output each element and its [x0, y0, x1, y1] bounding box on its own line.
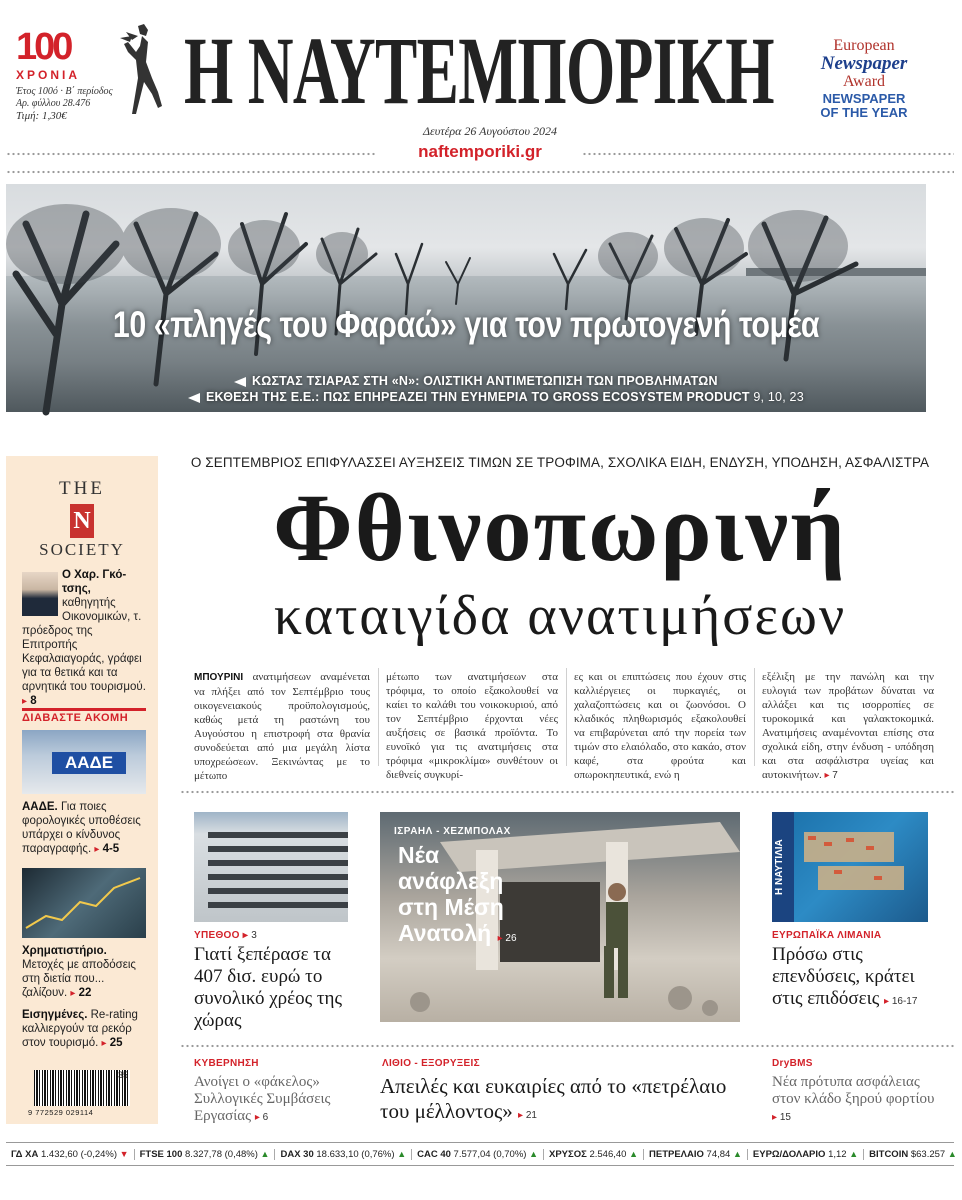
- item-text: Re-rating καλλιεργούν τα ρεκόρ στον τουρισμό.: [22, 1009, 138, 1049]
- sidebar-item[interactable]: [22, 800, 146, 857]
- ticker-name: BITCOIN: [869, 1148, 909, 1160]
- story-tag: DryBMS: [772, 1058, 813, 1069]
- page-ref: [884, 996, 917, 1007]
- award-line: Award: [842, 73, 886, 90]
- award-line: European: [833, 37, 895, 54]
- hero-bullet-text: ΕΚΘΕΣΗ ΤΗΣ Ε.Ε.: ΠΩΣ ΕΠΗΡΕΑΖΕΙ ΤΗΝ ΕΥΗΜΕΡΙΑ ΤΟ GROSS ECOSYSTEM PRODUCT: [206, 390, 750, 404]
- ticker-name: ΕΥΡΩ/ΔΟΛΑΡΙΟ: [752, 1148, 826, 1160]
- page-ref: 3: [251, 930, 258, 941]
- sidebar: [6, 456, 158, 1124]
- ticker-value: 7.577,04 (0,70%): [453, 1148, 527, 1160]
- page-ref: 4-5: [102, 843, 120, 855]
- up-arrow-icon: ▲: [947, 1148, 957, 1159]
- page-number: 6: [262, 1112, 269, 1123]
- ticker-item[interactable]: [644, 1149, 748, 1160]
- ticker-name: ΧΡΥΣΟΣ: [549, 1148, 587, 1160]
- ticker-item[interactable]: [135, 1149, 276, 1160]
- ticker-name: CAC 40: [417, 1148, 451, 1160]
- anniversary-number: 100: [16, 26, 71, 68]
- aade-building-image: [22, 730, 146, 794]
- story-tag: ΚΥΒΕΡΝΗΣΗ: [194, 1058, 259, 1069]
- ticker-name: ΠΕΤΡΕΛΑΙΟ: [649, 1148, 704, 1160]
- page-ref: [498, 933, 517, 944]
- divider: [6, 152, 376, 156]
- anniversary-logo: [16, 28, 86, 82]
- edition-info: [16, 86, 113, 122]
- society-teaser[interactable]: [22, 568, 146, 709]
- middle-east-photo[interactable]: [380, 812, 740, 1022]
- lead-headline[interactable]: Φθινοπωρινή: [273, 474, 847, 581]
- newspaper-title: Η ΝΑΥΤΕΜΠΟΡΙΚΗ: [184, 17, 774, 124]
- read-more-heading: ΔΙΑΒΑΣΤΕ ΑΚΟΜΗ: [22, 712, 129, 724]
- story-tag: ΙΣΡΑΗΛ - ΧΕΖΜΠΟΛΑΧ: [394, 826, 511, 837]
- up-arrow-icon: ▲: [529, 1148, 538, 1159]
- issue-number: Αρ. φύλλου 28.476: [16, 98, 91, 109]
- story-title-text: Απειλές και ευκαιρίες από το «πετρέλαιο του μέλλοντος»: [380, 1074, 727, 1123]
- arrow-icon: ▸: [94, 844, 100, 855]
- hero-bullet[interactable]: [188, 390, 804, 404]
- story-title[interactable]: [772, 944, 932, 1013]
- down-arrow-icon: ▼: [119, 1148, 129, 1159]
- ticker-item[interactable]: [412, 1149, 544, 1160]
- ticker-value: $63.257: [910, 1148, 946, 1160]
- society-logo: [20, 478, 144, 560]
- up-arrow-icon: ▲: [629, 1148, 638, 1159]
- page-ref: [772, 1112, 791, 1123]
- barcode: [34, 1070, 130, 1106]
- page-ref: 9, 10, 23: [753, 390, 804, 404]
- anniversary-word: ΧΡΟΝΙΑ: [16, 68, 81, 82]
- divider: [180, 790, 954, 794]
- market-ticker: [6, 1142, 957, 1166]
- ticker-item[interactable]: [275, 1149, 412, 1160]
- ticker-item[interactable]: [748, 1149, 864, 1160]
- lead-kicker[interactable]: Ο ΣΕΠΤΕΜΒΡΙΟΣ ΕΠΙΦΥΛΑΣΣΕΙ ΑΥΞΗΣΕΙΣ ΤΙΜΩΝ ΣΕ ΤΡΟΦΙΜΑ, ΣΧΟΛΙΚΑ ΕΙΔΗ, ΕΝΔΥΣΗ, ΥΠΟΔΗΣΗ, ΑΣΦΑΛΙΣΤΡΑ: [190, 455, 930, 470]
- divider: [566, 668, 567, 766]
- ticker-value: 1.432,60 (-0,24%): [40, 1148, 118, 1160]
- divider: [754, 668, 755, 766]
- lead-column: μέτωπο των ανατιμήσεων στα τρόφιμα, το οποίο εξακολουθεί να καίει το καλάθι του νοικοκυριού, από τον Σεπτέμβριο έρχονται νέες αυξήσεις σε βασικά προϊόντα. Το ευνοϊκό για τις ανατιμήσεις στα τρόφιμα «μικροκλίμα» συνθέτουν οι διεθνείς συγκυρί-: [386, 671, 558, 781]
- story-title-text: Πρόσω στις επενδύσεις, κράτει στις επιδόσεις: [772, 944, 915, 1009]
- sidebar-item[interactable]: [22, 944, 146, 1001]
- arrow-icon: ▸: [101, 1038, 107, 1049]
- lead-column: ες και οι επιπτώσεις που έχουν στις καλλιέργειες οι πυρκαγιές, οι χαλαζοπτώσεις και οι ζωονόσοι. Ο κλαδικός πληθωρισμός εξακολουθεί να επιβαρύνεται από την πορεία των τιμών στο ελαιόλαδο, στο κακάο, στον καφέ, στα φρούτα και οπωροκηπευτικά, ενώ η: [574, 671, 746, 781]
- story-tag: ΛΙΘΙΟ - ΕΞΟΡΥΞΕΙΣ: [382, 1058, 480, 1069]
- ticker-name: ΓΔ ΧΑ: [11, 1148, 39, 1160]
- tag-text: ΥΠΕΘΟΟ: [194, 930, 240, 941]
- story-title-text: Ανοίγει ο «φάκελος» Συλλογικές Συμβάσεις Εργασίας: [194, 1074, 331, 1124]
- arrow-icon: ▸: [242, 930, 249, 941]
- divider: [180, 1044, 954, 1048]
- arrow-icon: ▸: [772, 1112, 778, 1123]
- website-link[interactable]: naftemporiki.gr: [418, 142, 542, 161]
- item-title: ΑΑΔΕ.: [22, 801, 58, 813]
- society-word: SOCIETY: [39, 540, 125, 559]
- ticker-name: DAX 30: [280, 1148, 314, 1160]
- barcode-digits: 9 772529 029114: [28, 1108, 94, 1117]
- page-ref: [255, 1112, 268, 1123]
- story-title[interactable]: [398, 842, 528, 952]
- arrow-icon: ▸: [254, 1112, 260, 1123]
- item-title: Χρηματιστήριο.: [22, 945, 107, 957]
- aade-sign: ΑΑΔΕ: [52, 752, 126, 774]
- page-number: 21: [525, 1110, 537, 1121]
- arrow-icon: ▸: [22, 696, 28, 707]
- award-line: NEWSPAPER: [822, 91, 906, 106]
- item-text: Για ποιες φορολογικές υποθέσεις υπάρχει ο κίνδυνος παραγραφής.: [22, 801, 141, 855]
- up-arrow-icon: ▲: [260, 1148, 270, 1159]
- story-title[interactable]: [772, 1074, 942, 1126]
- page-ref: 25: [109, 1037, 123, 1049]
- arrow-icon: [234, 377, 246, 387]
- building-image[interactable]: [194, 812, 348, 922]
- award-badge: [800, 38, 928, 120]
- barcode-top: 35: [118, 1070, 129, 1080]
- ticker-value: 18.633,10 (0,76%): [316, 1148, 395, 1160]
- sidebar-item[interactable]: [22, 1008, 146, 1051]
- column-text: εξέλιξη με την πανώλη και την ευλογιά των προβάτων δύναται να αλλάξει και τις ισορροπίες σε τυροκομικά και γαλακτοκομικά. Ανατιμήσεις αναμένονται επίσης στα σχολικά είδη, στην ένδυση - υπόδηση και στα ασφάλιστρα υγείας και αυτοκινήτων.: [762, 671, 934, 781]
- item-text: Μετοχές με αποδόσεις στη διετία που... ζαλίζουν.: [22, 959, 136, 999]
- price: Τιμή: 1,30€: [16, 110, 67, 122]
- page-ref: [518, 1110, 537, 1121]
- ticker-value: 1,12: [828, 1148, 847, 1160]
- story-tag: [194, 930, 257, 941]
- arrow-icon: ▸: [70, 988, 76, 999]
- column-text: ανατιμήσεων αναμένεται να πλήξει από τον Σεπτέμβριο τους οικογενειακούς προϋπολογισμούς, καθώς μετά τη ραστώνη του Αυγούστου η επιστροφή στα θρανία συνοδεύεται από μια μεγάλη λίστα υποχρεώσεων. Ξεκινώντας με το μέτωπο: [194, 671, 370, 782]
- column-lead: ΜΠΟΥΡΙΝΙ: [194, 672, 244, 683]
- ticker-value: 74,84: [706, 1148, 731, 1160]
- hero-photo[interactable]: [6, 184, 926, 412]
- edition-line: Έτος 100ό · Β΄ περίοδος: [16, 86, 113, 97]
- hermes-logo-icon: [118, 22, 168, 118]
- ticker-item[interactable]: [6, 1149, 135, 1160]
- story-title[interactable]: [380, 1074, 754, 1128]
- item-title: Εισηγμένες.: [22, 1009, 88, 1021]
- divider: [22, 708, 146, 711]
- story-tag: ΕΥΡΩΠΑΪΚΑ ΛΙΜΑΝΙΑ: [772, 930, 882, 941]
- award-line: OF THE YEAR: [820, 105, 908, 120]
- story-title-text: Νέα πρότυπα ασφάλειας στον κλάδο ξηρού φορτίου: [772, 1074, 935, 1107]
- lead-subhead[interactable]: καταιγίδα ανατιμήσεων: [273, 585, 847, 647]
- page-number: 16-17: [891, 996, 918, 1007]
- issue-date: Δευτέρα 26 Αυγούστου 2024: [423, 124, 557, 138]
- lead-column: [762, 670, 934, 781]
- society-the: THE: [59, 478, 105, 499]
- port-image[interactable]: [772, 812, 928, 922]
- up-arrow-icon: ▲: [849, 1148, 859, 1159]
- arrow-icon: ▸: [824, 770, 830, 781]
- stock-chart-image: [22, 868, 146, 938]
- hero-title[interactable]: 10 «πληγές του Φαραώ» για τον πρωτογενή τομέα: [112, 304, 820, 345]
- story-title[interactable]: Γιατί ξεπέρασε τα 407 δισ. ευρώ το συνολικό χρέος της χώρας: [194, 944, 343, 1031]
- divider: [378, 668, 379, 766]
- lead-column: [194, 670, 370, 782]
- story-title[interactable]: [194, 1074, 364, 1126]
- arrow-icon: ▸: [518, 1110, 524, 1121]
- society-author: Ο Χαρ. Γκό-τσης,: [62, 569, 127, 595]
- page-ref: 8: [30, 695, 37, 707]
- arrow-icon: ▸: [497, 933, 503, 944]
- page-number: 26: [505, 933, 517, 944]
- ticker-value: 8.327,78 (0,48%): [185, 1148, 258, 1160]
- up-arrow-icon: ▲: [732, 1148, 742, 1159]
- hero-bullet-text: ΚΩΣΤΑΣ ΤΣΙΑΡΑΣ ΣΤΗ «Ν»: ΟΛΙΣΤΙΚΗ ΑΝΤΙΜΕΤΩΠΙΣΗ ΤΩΝ ΠΡΟΒΛΗΜΑΤΩΝ: [252, 374, 718, 388]
- ticker-item[interactable]: [864, 1149, 962, 1160]
- divider: [6, 170, 954, 174]
- award-line: Newspaper: [820, 53, 908, 74]
- ticker-value: 2.546,40: [589, 1148, 627, 1160]
- arrow-icon: ▸: [884, 996, 890, 1007]
- ticker-name: FTSE 100: [139, 1148, 183, 1160]
- society-n: N: [70, 504, 94, 538]
- arrow-icon: [188, 393, 200, 403]
- hero-bullet[interactable]: [234, 374, 834, 388]
- ticker-item[interactable]: [544, 1149, 644, 1160]
- nautilia-sign: Η ΝΑΥΤΙΛΙΑ: [774, 839, 785, 895]
- page-ref: 22: [78, 987, 92, 999]
- divider: [582, 152, 954, 156]
- page-ref: 7: [832, 770, 838, 781]
- society-text: καθηγητής Οικονομικών, τ. πρόεδρος της Επιτροπής Κεφαλαιαγοράς, γράφει για τα θετικά και τα αρνητικά του τουρισμού.: [22, 597, 146, 693]
- page-number: 15: [779, 1112, 791, 1123]
- story-title-text: Νέα ανάφλεξη στη Μέση Ανατολή: [398, 842, 504, 946]
- up-arrow-icon: ▲: [397, 1148, 407, 1159]
